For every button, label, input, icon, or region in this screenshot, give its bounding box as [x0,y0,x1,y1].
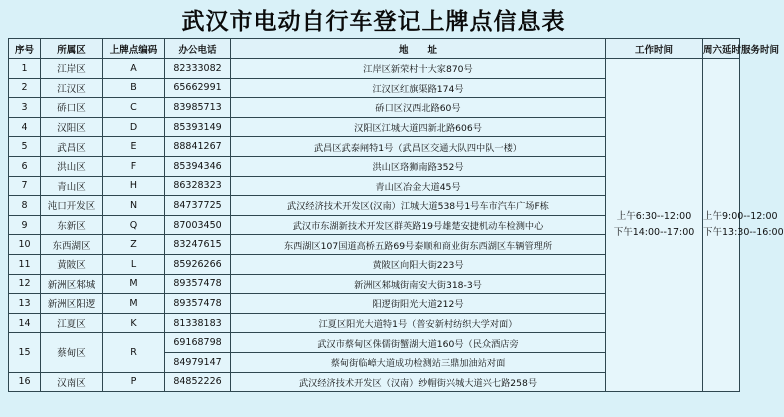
cell-phone: 84852226 [165,372,231,392]
header-saturday-time: 周六延时服务时间 [703,39,740,59]
cell-address: 蔡甸街临嶂大道成功检测站三鼎加油站对面 [231,352,606,372]
cell-code: R [103,333,165,372]
header-address: 地 址 [231,39,606,59]
cell-no: 1 [9,59,41,79]
cell-district: 新洲区阳逻 [41,294,103,314]
cell-district: 沌口开发区 [41,196,103,216]
cell-code: M [103,274,165,294]
cell-code: Z [103,235,165,255]
cell-code: F [103,156,165,176]
cell-phone: 89357478 [165,274,231,294]
cell-code: H [103,176,165,196]
cell-no: 6 [9,156,41,176]
cell-address: 武汉经济技术开发区（汉南）纱帽街兴城大道兴七路258号 [231,372,606,392]
cell-district: 江岸区 [41,59,103,79]
cell-code: P [103,372,165,392]
cell-saturday-time [703,59,784,392]
cell-district: 汉阳区 [41,117,103,137]
cell-code: E [103,137,165,157]
cell-phone: 69168798 [165,333,231,353]
cell-phone: 65662991 [165,78,231,98]
cell-district: 洪山区 [41,156,103,176]
cell-district: 东新区 [41,215,103,235]
cell-no: 14 [9,313,41,333]
cell-code: D [103,117,165,137]
cell-code: L [103,254,165,274]
cell-phone: 87003450 [165,215,231,235]
cell-phone: 85393149 [165,117,231,137]
cell-phone: 82333082 [165,59,231,79]
cell-phone: 85394346 [165,156,231,176]
header-phone: 办公电话 [165,39,231,59]
cell-no: 12 [9,274,41,294]
table-body [9,59,784,392]
saturday-time-afternoon: 下午13:30--16:00 [703,227,784,239]
cell-phone: 86328323 [165,176,231,196]
cell-district: 新洲区邾城 [41,274,103,294]
registration-points-table [8,38,784,392]
cell-address: 武汉市蔡甸区侏儒街蟹湖大道160号（民众酒店旁 [231,333,606,353]
cell-phone: 85926266 [165,254,231,274]
cell-district: 江汉区 [41,78,103,98]
cell-address: 武汉市东湖新技术开发区群英路19号雄楚安捷机动车检测中心 [231,215,606,235]
cell-code: A [103,59,165,79]
cell-district: 江夏区 [41,313,103,333]
table-header-row [9,39,740,59]
cell-phone: 88841267 [165,137,231,157]
cell-no: 15 [9,333,41,372]
cell-no: 16 [9,372,41,392]
cell-no: 3 [9,98,41,118]
cell-district: 黄陂区 [41,254,103,274]
cell-no: 4 [9,117,41,137]
cell-code: N [103,196,165,216]
work-time-morning: 上午6:30--12:00 [616,211,692,223]
cell-code: B [103,78,165,98]
cell-phone: 89357478 [165,294,231,314]
cell-code: K [103,313,165,333]
cell-work-time [606,59,703,392]
cell-no: 11 [9,254,41,274]
cell-address: 江夏区阳光大道特1号（普安新村纺织大学对面） [231,313,606,333]
cell-no: 2 [9,78,41,98]
cell-district: 东西湖区 [41,235,103,255]
cell-address: 武昌区武泰闸特1号（武昌区交通大队四中队一楼） [231,137,606,157]
cell-address: 硚口区汉西北路60号 [231,98,606,118]
cell-address: 黄陂区向阳大街223号 [231,254,606,274]
cell-address: 汉阳区江城大道四新北路606号 [231,117,606,137]
page-title: 武汉市电动自行车登记上牌点信息表 [181,9,566,35]
cell-district: 青山区 [41,176,103,196]
table-row [9,59,740,79]
cell-no: 13 [9,294,41,314]
cell-code: M [103,294,165,314]
work-time-afternoon: 下午14:00--17:00 [613,227,695,239]
cell-phone: 83247615 [165,235,231,255]
cell-district: 武昌区 [41,137,103,157]
cell-address: 江岸区新荣村十大家870号 [231,59,606,79]
cell-no: 9 [9,215,41,235]
cell-address: 武汉经济技术开发区(汉南）江城大道538号1号车市汽车广场F栋 [231,196,606,216]
cell-phone: 84979147 [165,352,231,372]
cell-no: 10 [9,235,41,255]
cell-code: Q [103,215,165,235]
cell-district: 汉南区 [41,372,103,392]
cell-address: 东西湖区107国道高桥五路69号泰顺和商业街东西湖区车辆管理所 [231,235,606,255]
cell-code: C [103,98,165,118]
cell-address: 阳逻街阳光大道212号 [231,294,606,314]
header-district: 所属区 [41,39,103,59]
header-no: 序号 [9,39,41,59]
cell-address: 洪山区珞狮南路352号 [231,156,606,176]
cell-district: 蔡甸区 [41,333,103,372]
saturday-time-morning: 上午9:00--12:00 [703,211,778,223]
cell-address: 青山区冶金大道45号 [231,176,606,196]
cell-no: 7 [9,176,41,196]
cell-phone: 81338183 [165,313,231,333]
cell-district: 硚口区 [41,98,103,118]
cell-address: 新洲区邾城街南安大街318-3号 [231,274,606,294]
cell-phone: 83985713 [165,98,231,118]
header-work-time: 工作时间 [606,39,703,59]
cell-no: 8 [9,196,41,216]
header-code: 上牌点编码 [103,39,165,59]
cell-address: 江汉区红旗渠路174号 [231,78,606,98]
cell-no: 5 [9,137,41,157]
cell-phone: 84737725 [165,196,231,216]
